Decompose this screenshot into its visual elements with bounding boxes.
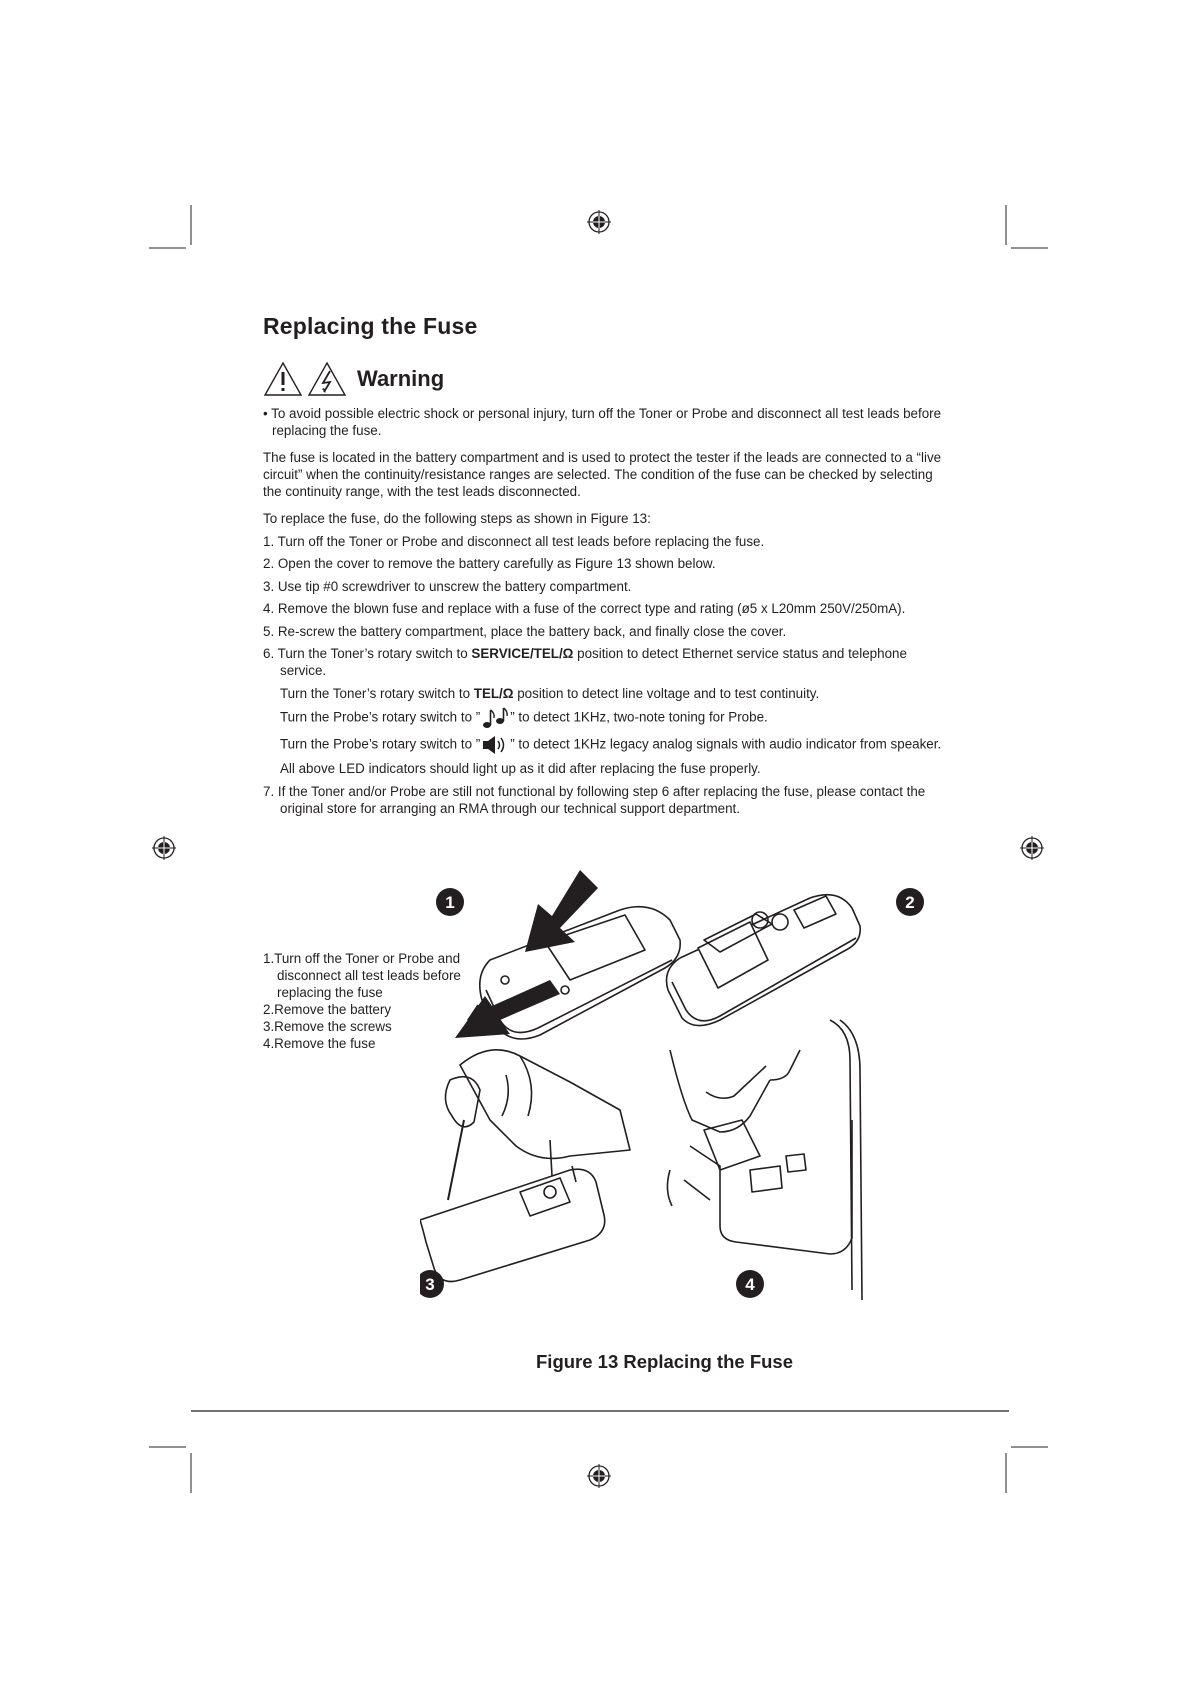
step-6-probe-speaker-text-end: ” to detect 1KHz legacy analog signals with audio indicator from speaker. <box>510 736 942 752</box>
step-5: 5. Re-screw the battery compartment, place the battery back, and finally close the cover. <box>263 623 787 639</box>
figure-note: 2.Remove the battery <box>263 1002 392 1017</box>
figure-note: 4.Remove the fuse <box>263 1036 376 1051</box>
warning-header <box>263 359 444 399</box>
step-6-probe-tone-text: Turn the Probe’s rotary switch to ” <box>280 709 481 725</box>
registration-mark-icon <box>587 210 611 234</box>
registration-mark-icon <box>152 836 176 860</box>
badge-2-label: 2 <box>905 893 915 912</box>
warning-triangle-icon <box>263 361 303 397</box>
step-6-toner-text-end: position to detect line voltage and to test continuity. <box>513 685 820 701</box>
step-6-probe-speaker <box>263 735 943 755</box>
step-2: 2. Open the cover to remove the battery carefully as Figure 13 shown below. <box>263 556 716 571</box>
step-6-mode: SERVICE/TEL/Ω <box>471 646 574 661</box>
panel-3-hand-screwdriver <box>420 1050 630 1282</box>
speaker-icon <box>480 735 510 755</box>
step-6-led: All above LED indicators should light up as it did after replacing the fuse properly. <box>280 761 761 776</box>
step-6-text-end: position to detect Ethernet service status and telephone service. <box>280 646 907 678</box>
music-note-icon <box>480 707 510 729</box>
warning-bullet: • To avoid possible electric shock or personal injury, turn off the Toner or Probe and disconnect all test leads before replacing the fuse. <box>263 406 942 438</box>
lead-in: To replace the fuse, do the following steps as shown in Figure 13: <box>263 511 651 526</box>
figure-note: disconnect all test leads before <box>277 968 461 983</box>
badge-1-label: 1 <box>445 893 455 912</box>
panel-4-hand-fuse <box>667 1020 862 1300</box>
panel-1-arrows <box>455 870 598 1038</box>
step-6-toner-text: Turn the Toner’s rotary switch to <box>280 685 474 701</box>
step-6-probe-tone <box>263 707 943 729</box>
panel-2-device <box>667 895 861 1026</box>
intro-paragraph: The fuse is located in the battery compartment and is used to protect the tester if the leads are connected to a “live circuit” when the continuity/resistance ranges are selected. The condition of the fuse can be checked by selecting the continuity range, with the test leads disconnected. <box>263 450 942 499</box>
figure-note: 3.Remove the screws <box>263 1019 392 1034</box>
step-6 <box>263 645 943 679</box>
page-title: Replacing the Fuse <box>263 313 478 339</box>
registration-mark-icon <box>587 1464 611 1488</box>
step-7: 7. If the Toner and/or Probe are still not functional by following step 6 after replacing the fuse, please contact the original store for arranging an RMA through our technical support department. <box>263 783 926 816</box>
step-1: 1. Turn off the Toner or Probe and disconnect all test leads before replacing the fuse. <box>263 533 765 549</box>
warning-label: Warning <box>357 366 445 391</box>
step-6-probe-speaker-text: Turn the Probe’s rotary switch to ” <box>280 736 481 752</box>
badge-3-label: 3 <box>425 1275 435 1294</box>
step-4: 4. Remove the blown fuse and replace with a fuse of the correct type and rating (ø5 x L20mm 250V/250mA). <box>263 601 906 616</box>
figure-13-illustration <box>420 870 940 1340</box>
step-6-text: 6. Turn the Toner’s rotary switch to <box>263 646 472 661</box>
figure-caption: Figure 13 Replacing the Fuse <box>536 1351 794 1372</box>
step-3: 3. Use tip #0 screwdriver to unscrew the battery compartment. <box>263 578 632 594</box>
step-6-probe-tone-text-end: ” to detect 1KHz, two-note toning for Probe. <box>510 709 768 725</box>
electric-shock-icon <box>307 361 347 397</box>
instructions <box>263 405 943 817</box>
figure-note: 1.Turn off the Toner or Probe and <box>263 951 461 966</box>
badge-4-label: 4 <box>745 1275 755 1294</box>
step-6-toner <box>263 685 943 702</box>
step-6-toner-mode: TEL/Ω <box>473 685 514 701</box>
figure-note: replacing the fuse <box>277 985 383 1000</box>
registration-mark-icon <box>1020 836 1044 860</box>
